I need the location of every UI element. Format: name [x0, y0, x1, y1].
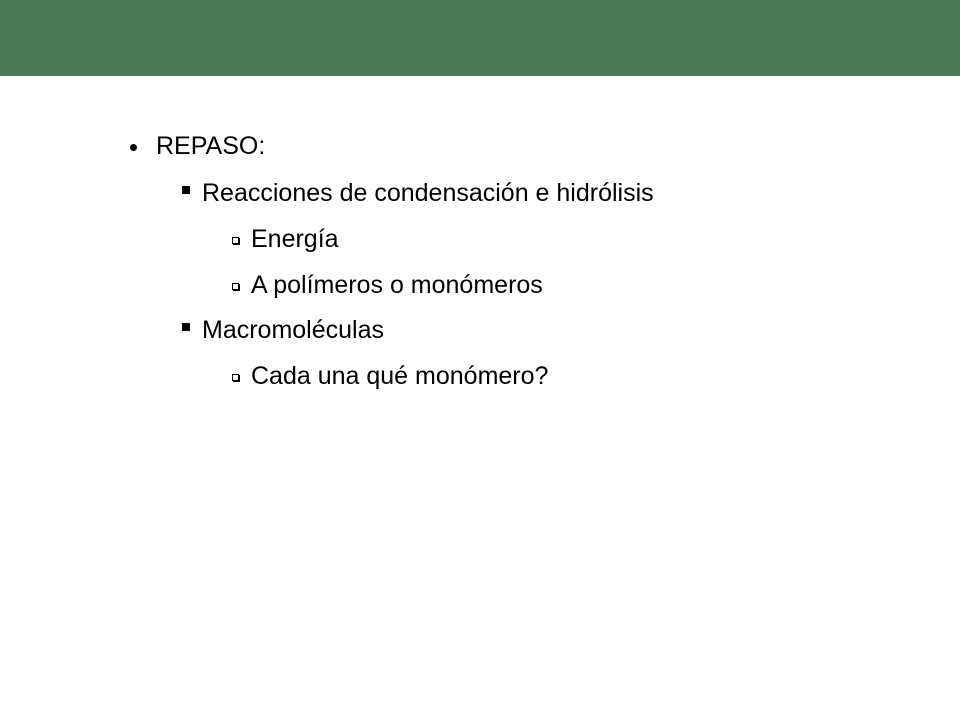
square-bullet-icon — [182, 186, 190, 194]
dot-bullet-icon — [130, 144, 137, 151]
outline-item-text: Reacciones de condensación e hidrólisis — [202, 179, 654, 207]
outline-item-text: REPASO: — [156, 132, 266, 160]
square-bullet-icon — [182, 323, 190, 331]
outline-item-text: A polímeros o monómeros — [251, 271, 543, 299]
outline-item-level-3 — [251, 364, 548, 389]
outline-item-level-1 — [156, 134, 265, 159]
outline-item-text: Energía — [251, 225, 339, 253]
outline-item-level-3 — [251, 273, 543, 298]
outline-item-level-2 — [202, 318, 384, 343]
outline-item-level-2 — [202, 181, 654, 206]
outline-item-level-3 — [251, 227, 339, 252]
outline-item-text: Macromoléculas — [202, 316, 385, 344]
box-bullet-icon — [232, 283, 239, 290]
outline-item-text: Cada una qué monómero? — [251, 362, 549, 390]
box-bullet-icon — [232, 237, 239, 244]
box-bullet-icon — [232, 374, 239, 381]
